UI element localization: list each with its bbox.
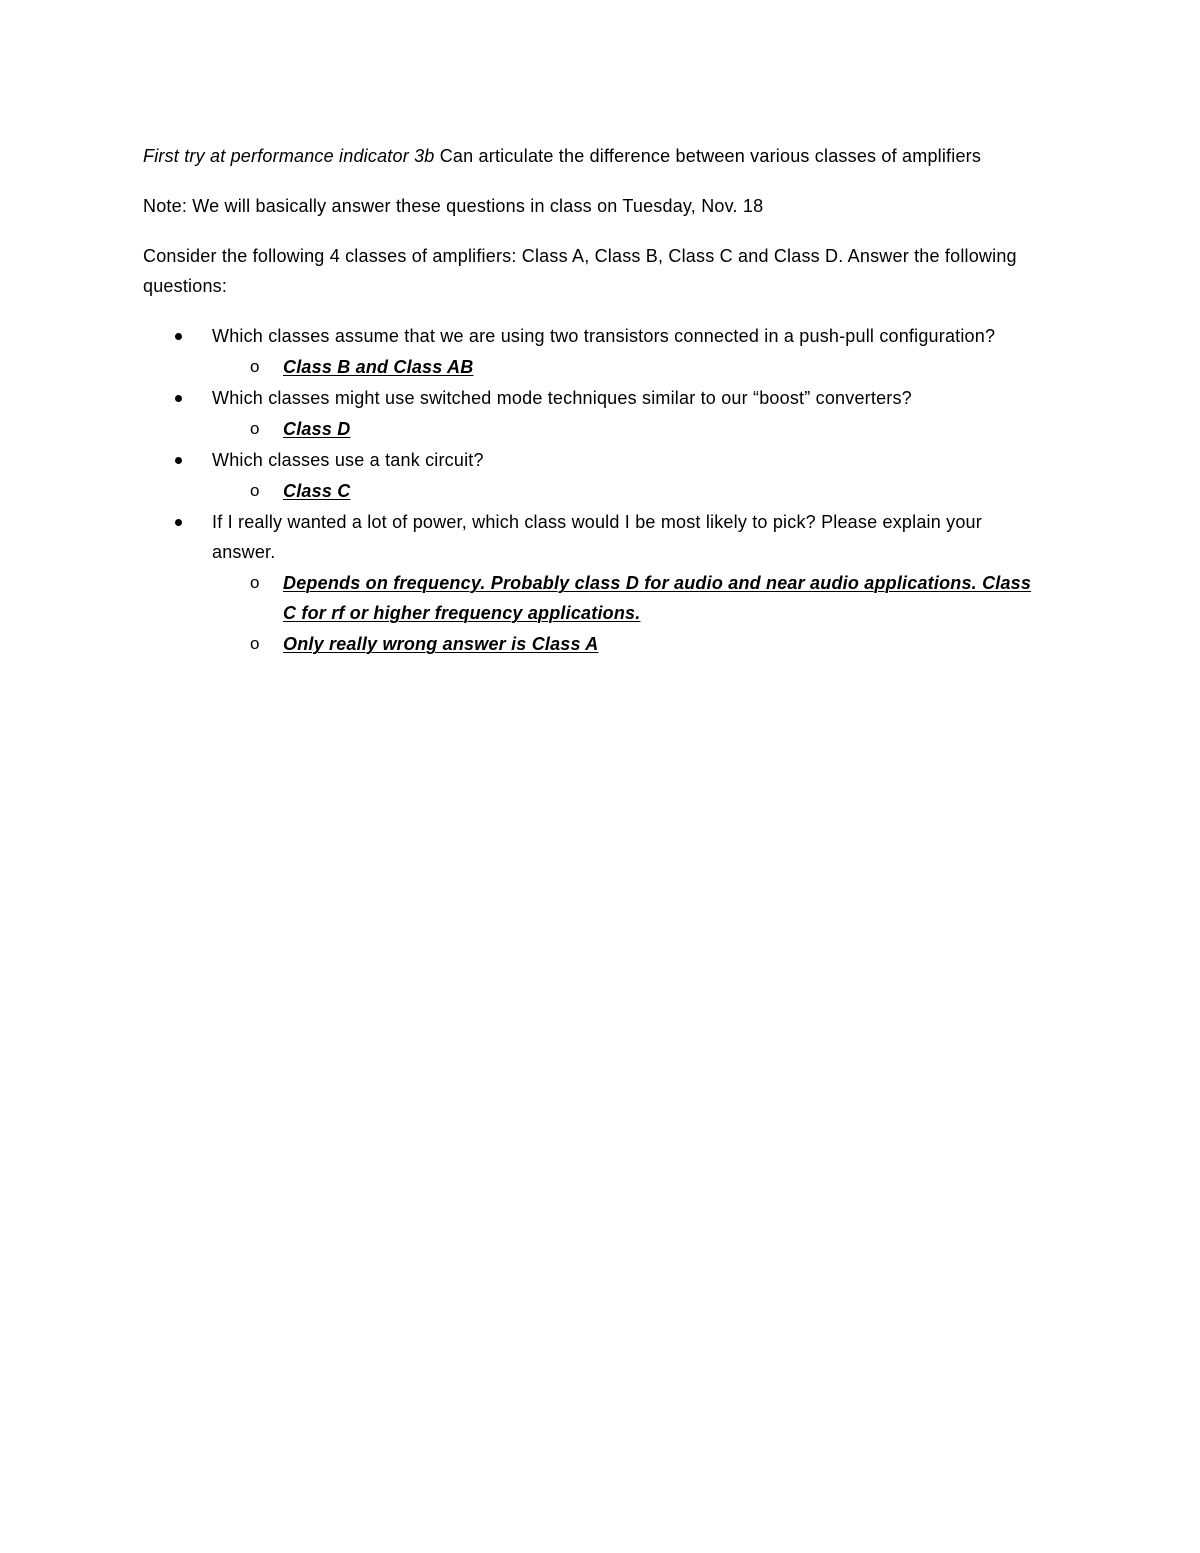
intro-paragraph-line-2: questions: — [143, 276, 228, 296]
note-paragraph: Note: We will basically answer these questions in class on Tuesday, Nov. 18 — [143, 196, 764, 216]
sub-bullet-marker: o — [250, 357, 260, 376]
sub-bullet-marker: o — [250, 419, 260, 438]
sub-bullet-marker: o — [250, 481, 260, 500]
answer-2: Class D — [283, 419, 351, 439]
answer-4-second: Only really wrong answer is Class A — [283, 634, 599, 654]
bullet-icon — [173, 507, 187, 537]
answer-3: Class C — [283, 481, 351, 501]
title-italic: First try at performance indicator 3b — [143, 146, 435, 166]
page-title — [143, 141, 981, 171]
bullet-icon — [173, 321, 187, 351]
bullet-icon — [173, 445, 187, 475]
title-rest: Can articulate the difference between various classes of amplifiers — [434, 146, 982, 166]
answer-4-line-2: C for rf or higher frequency applications. — [283, 603, 641, 623]
answer-4-line-1: Depends on frequency. Probably class D for audio and near audio applications. Class — [283, 573, 1032, 593]
intro-paragraph-line-1: Consider the following 4 classes of amplifiers: Class A, Class B, Class C and Class D. Answer the following — [143, 246, 1017, 266]
sub-bullet-marker: o — [250, 573, 260, 592]
answer-1: Class B and Class AB — [283, 357, 474, 377]
question-3: Which classes use a tank circuit? — [212, 450, 484, 470]
question-4-line-1: If I really wanted a lot of power, which class would I be most likely to pick? Please explain your — [212, 512, 982, 532]
sub-bullet-marker: o — [250, 634, 260, 653]
question-4-line-2: answer. — [212, 542, 276, 562]
question-2: Which classes might use switched mode techniques similar to our “boost” converters? — [212, 388, 912, 408]
bullet-icon — [173, 383, 187, 413]
question-1: Which classes assume that we are using two transistors connected in a push-pull configuration? — [212, 326, 996, 346]
